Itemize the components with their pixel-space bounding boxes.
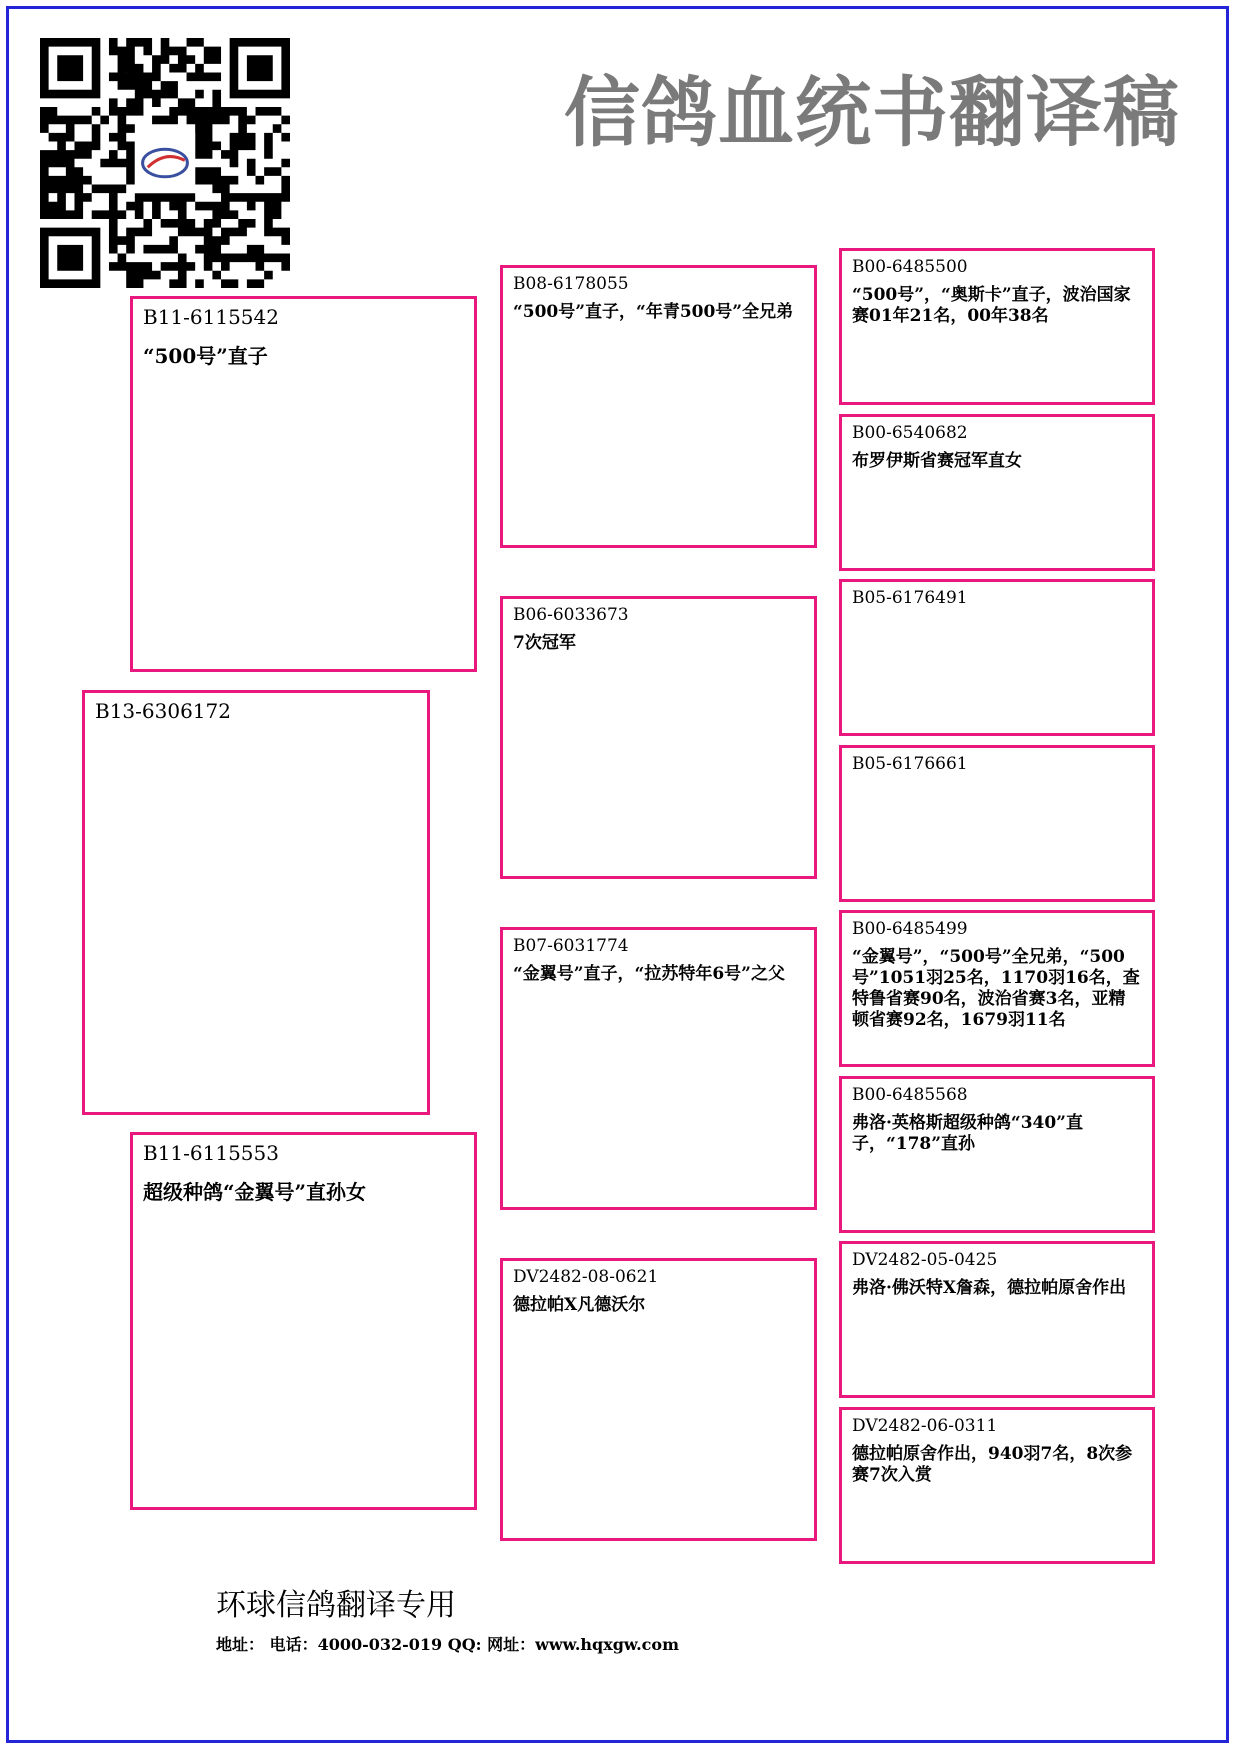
ring-number: B07-6031774 [513,936,629,956]
pedigree-great-grandparent-box [839,1407,1155,1564]
pigeon-note: 德拉帕X凡德沃尔 [513,1295,646,1315]
footer-contact: 地址： 电话：4000-032-019 QQ: 网址：www.hqxgw.com [216,1635,680,1654]
ring-number: B00-6485499 [852,919,968,939]
pigeon-note: 弗洛·佛沃特X詹森，德拉帕原舍作出 [852,1278,1127,1298]
pedigree-great-grandparent-box [839,248,1155,405]
ring-number: B06-6033673 [513,605,629,625]
pedigree-grandparent-box [500,265,817,548]
ring-number: DV2482-05-0425 [852,1250,998,1270]
pigeon-note: 弗洛·英格斯超级种鸽“340”直子，“178”直孙 [852,1113,1083,1154]
ring-number: B00-6485568 [852,1085,968,1105]
ring-number: DV2482-08-0621 [513,1267,659,1287]
pigeon-note: 德拉帕原舍作出，940羽7名，8次参赛7次入赏 [852,1444,1133,1485]
ring-number: B05-6176491 [852,588,968,608]
pigeon-note: “500号”直子，“年青500号”全兄弟 [513,302,794,322]
pigeon-note: “500号”，“奥斯卡”直子，波治国家赛01年21名，00年38名 [852,285,1131,326]
ring-number: B11-6115542 [143,305,279,329]
ring-number: B13-6306172 [95,699,231,723]
pedigree-great-grandparent-box [839,910,1155,1067]
pedigree-great-grandparent-box [839,414,1155,571]
ring-number: B00-6485500 [852,257,968,277]
pigeon-note: 7次冠军 [513,633,576,653]
footer-organization: 环球信鸽翻译专用 [216,1588,456,1623]
ring-number: B11-6115553 [143,1141,279,1165]
pedigree-great-grandparent-box [839,745,1155,902]
pigeon-note: “金翼号”直子，“拉苏特年6号”之父 [513,964,785,984]
ring-number: B05-6176661 [852,754,968,774]
ring-number: DV2482-06-0311 [852,1416,998,1436]
ring-number: B00-6540682 [852,423,968,443]
pigeon-note: “500号”直子 [143,344,268,368]
pedigree-subject-box [82,690,430,1115]
pedigree-grandparent-box [500,596,817,879]
pedigree-great-grandparent-box [839,579,1155,736]
pedigree-great-grandparent-box [839,1241,1155,1398]
pedigree-great-grandparent-box [839,1076,1155,1233]
pedigree-dam-box [130,1132,477,1510]
pigeon-note: 超级种鸽“金翼号”直孙女 [143,1180,367,1204]
page-title: 信鸽血统书翻译稿 [564,68,1180,157]
pedigree-grandparent-box [500,927,817,1210]
pigeon-note: “金翼号”，“500号”全兄弟，“500号”1051羽25名，1170羽16名，查特鲁省赛90名，波治省赛3名，亚精顿省赛92名，1679羽11名 [852,947,1140,1030]
qr-code-icon [40,38,290,294]
pigeon-note: 布罗伊斯省赛冠军直女 [852,451,1022,471]
pedigree-sire-box [130,296,477,672]
ring-number: B08-6178055 [513,274,629,294]
pedigree-grandparent-box [500,1258,817,1541]
